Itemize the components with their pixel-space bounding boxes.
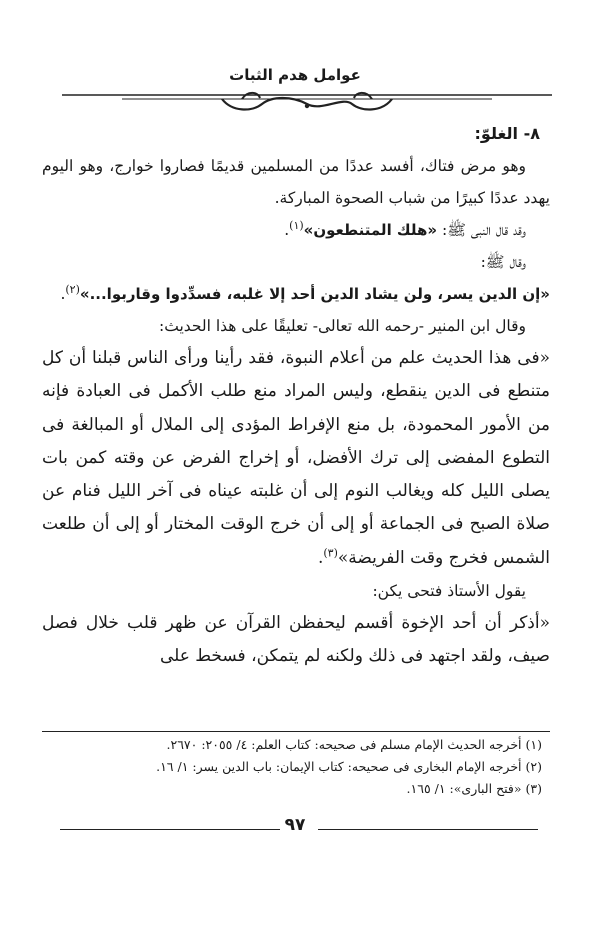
hadith-end: . (284, 221, 290, 239)
paragraph-fathi-yakan: يقول الأستاذ فتحى يكن: (372, 582, 526, 601)
quote-fathi-yakan: «أذكر أن أحد الإخوة أقسم ليحفظن القرآن عن ظهر قلب خلال فصل صيف، ولقد اجتهد فى ذلك ولكنه لم يتمكن، فسخط على (42, 613, 550, 667)
hadith-intro: وقد قال النبى ﷺ: (437, 221, 526, 239)
paragraph-ibn-munir: وقال ابن المنير -رحمه الله تعالى- تعليقًا على هذا الحديث: (159, 317, 526, 335)
page-number-rule-right (318, 829, 538, 830)
footnote-ref-2: (٢) (65, 282, 80, 296)
hadith-text: «هلك المتنطعون» (303, 221, 438, 239)
footnotes (52, 734, 542, 800)
running-title: عوامل هدم الثبات (229, 66, 361, 84)
footnote-divider (42, 731, 550, 732)
quote-text: «فى هذا الحديث علم من أعلام النبوة، فقد رأينا ورأى الناس قبلنا أن كل متنطع فى الدين ينقطع، وليس المراد منع طلب الأكمل فى العبادة فإنه من الأمور المحمودة، بل منع الإفراط المؤدى إلى الملال أو المبالغة فى التطوع المفضى إلى ترك الأفضل، أو إخراج الفرض عن وقته كمن بات يصلى الليل كله ويغالب النوم إلى أن غلبته عيناه فى آخر الليل فنام عن صلاة الصبح فى الجماعة أو إلى أن خرج الوقت المختار أو إلى أن طلعت الشمس فخرج وقت الفريضة» (42, 348, 550, 568)
footnote-3: (٣) «فتح البارى»: ١/ ١٦٥. (406, 781, 542, 796)
quote-ibn-munir (42, 342, 550, 575)
footnote-1: (١) أخرجه الحديث الإمام مسلم فى صحيحه: كتاب العلم: ٤/ ٢٠٥٥: ٢٦٧٠. (166, 737, 542, 752)
paragraph-hadith-1 (42, 214, 550, 246)
hadith-end: . (60, 285, 66, 303)
footnote-2: (٢) أخرجه الإمام البخارى فى صحيحه: كتاب الإيمان: باب الدين يسر: ١/ ١٦. (156, 759, 542, 774)
page-number: ٩٧ (284, 815, 306, 835)
paragraph-said: وقال ﷺ: (480, 253, 526, 271)
header-ornament (62, 86, 552, 114)
main-text (42, 118, 550, 674)
paragraph-intro: وهو مرض فتاك، أفسد عددًا من المسلمين قديمًا فصاروا خوارج، وهو اليوم يهدد عددًا كبيرًا من شباب الصحوة المباركة. (42, 157, 550, 207)
footnote-ref-1: (١) (289, 218, 304, 232)
quote-end: . (317, 547, 324, 568)
footnote-ref-3: (٣) (323, 546, 338, 560)
hadith-text: «إن الدين يسر، ولن يشاد الدين أحد إلا غلبه، فسدِّدوا وقاربوا...» (79, 285, 550, 303)
section-heading: ٨- الغلوّ: (474, 124, 540, 143)
paragraph-hadith-2 (42, 278, 550, 310)
